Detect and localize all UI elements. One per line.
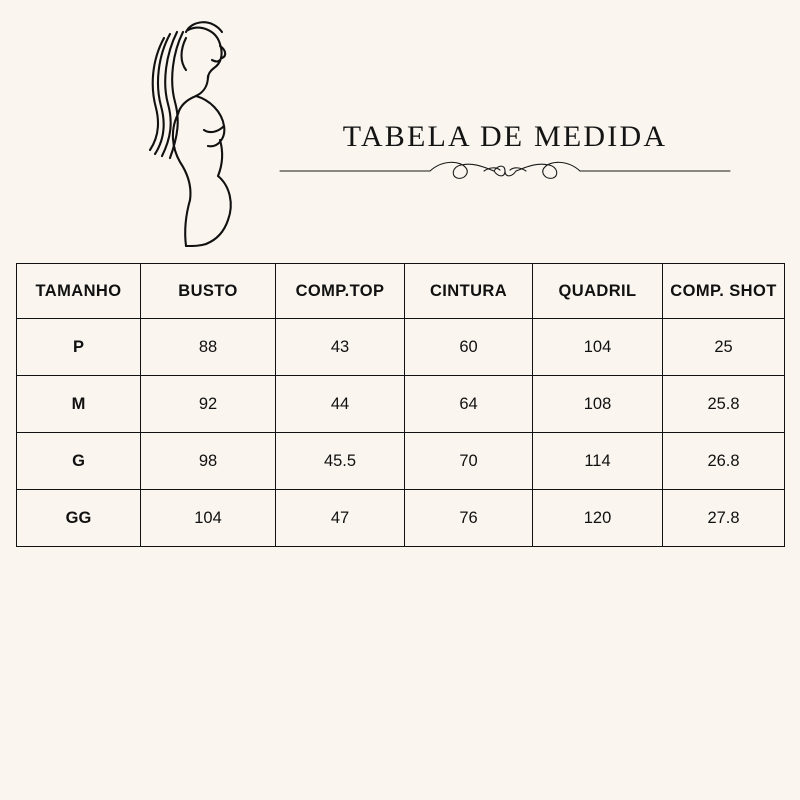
table-body [17, 319, 785, 547]
cell-quadril: 108 [533, 376, 663, 433]
cell-comp-top: 47 [276, 490, 405, 547]
cell-tamanho: GG [17, 490, 141, 547]
cell-tamanho: G [17, 433, 141, 490]
cell-comp-shot: 25 [663, 319, 785, 376]
cell-busto: 98 [141, 433, 276, 490]
cell-quadril: 104 [533, 319, 663, 376]
page-title: TABELA DE MEDIDA [342, 120, 668, 153]
column-header-comp-top: COMP.TOP [276, 264, 405, 319]
cell-cintura: 76 [405, 490, 533, 547]
cell-busto: 92 [141, 376, 276, 433]
cell-comp-shot: 27.8 [663, 490, 785, 547]
title-block [270, 120, 740, 193]
cell-comp-top: 45.5 [276, 433, 405, 490]
table-row [17, 319, 785, 376]
cell-cintura: 60 [405, 319, 533, 376]
cell-comp-shot: 25.8 [663, 376, 785, 433]
table-row [17, 490, 785, 547]
cell-tamanho: P [17, 319, 141, 376]
female-silhouette-icon [100, 8, 260, 248]
column-header-cintura: CINTURA [405, 264, 533, 319]
cell-comp-top: 43 [276, 319, 405, 376]
column-header-comp-shot: COMP. SHOT [663, 264, 785, 319]
cell-busto: 104 [141, 490, 276, 547]
table-row [17, 433, 785, 490]
cell-comp-shot: 26.8 [663, 433, 785, 490]
cell-tamanho: M [17, 376, 141, 433]
document-header [0, 0, 800, 258]
column-header-tamanho: TAMANHO [17, 264, 141, 319]
table-header-row [17, 264, 785, 319]
flourish-divider-icon [270, 175, 740, 192]
cell-comp-top: 44 [276, 376, 405, 433]
cell-cintura: 64 [405, 376, 533, 433]
cell-busto: 88 [141, 319, 276, 376]
cell-quadril: 120 [533, 490, 663, 547]
size-measurement-table [16, 263, 785, 547]
table-header [17, 264, 785, 319]
cell-cintura: 70 [405, 433, 533, 490]
table-row [17, 376, 785, 433]
column-header-busto: BUSTO [141, 264, 276, 319]
cell-quadril: 114 [533, 433, 663, 490]
column-header-quadril: QUADRIL [533, 264, 663, 319]
